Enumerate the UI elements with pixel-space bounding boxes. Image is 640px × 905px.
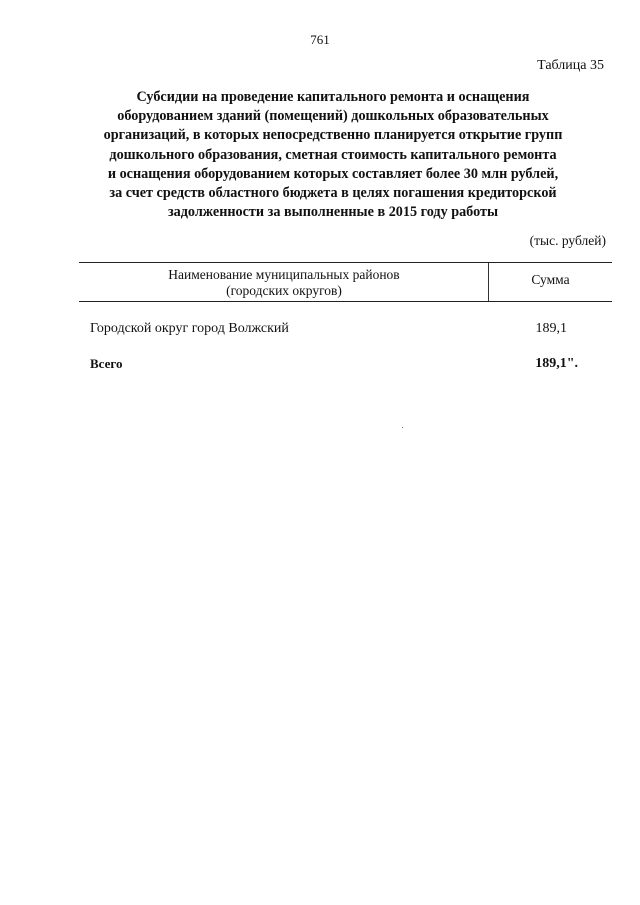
row-name: Городской округ город Волжский bbox=[90, 321, 289, 336]
table-row bbox=[79, 321, 612, 341]
header-name-column bbox=[79, 267, 489, 299]
title-line: Субсидии на проведение капитального ремонта и оснащения bbox=[136, 89, 530, 105]
title-line: и оснащения оборудованием которых составляет более 30 млн рублей, bbox=[107, 165, 559, 182]
title-line: за счет средств областного бюджета в целях погашения кредиторской bbox=[109, 185, 557, 202]
table-label: Таблица 35 bbox=[537, 58, 604, 73]
subsidy-table bbox=[79, 262, 612, 376]
header-name-line: Наименование муниципальных районов bbox=[168, 267, 400, 282]
total-row bbox=[79, 356, 612, 376]
total-value: 189,1". bbox=[535, 356, 578, 371]
scan-artifact bbox=[402, 427, 403, 428]
title-line: оборудованием зданий (помещений) дошкольных образовательных bbox=[117, 108, 549, 125]
title-line: дошкольного образования, сметная стоимость капитального ремонта bbox=[109, 146, 557, 163]
page-number: 761 bbox=[310, 32, 330, 47]
header-sum-column: Сумма bbox=[531, 272, 570, 287]
units-label: (тыс. рублей) bbox=[529, 233, 606, 248]
title-line: организаций, в которых непосредственно планируется открытие групп bbox=[103, 127, 563, 144]
table-header bbox=[79, 262, 612, 302]
header-name-line: (городских округов) bbox=[226, 283, 342, 298]
document-title bbox=[78, 88, 588, 222]
total-label: Всего bbox=[90, 356, 123, 371]
row-value: 189,1 bbox=[535, 321, 567, 336]
title-line: задолженности за выполненные в 2015 году работы bbox=[167, 204, 499, 221]
